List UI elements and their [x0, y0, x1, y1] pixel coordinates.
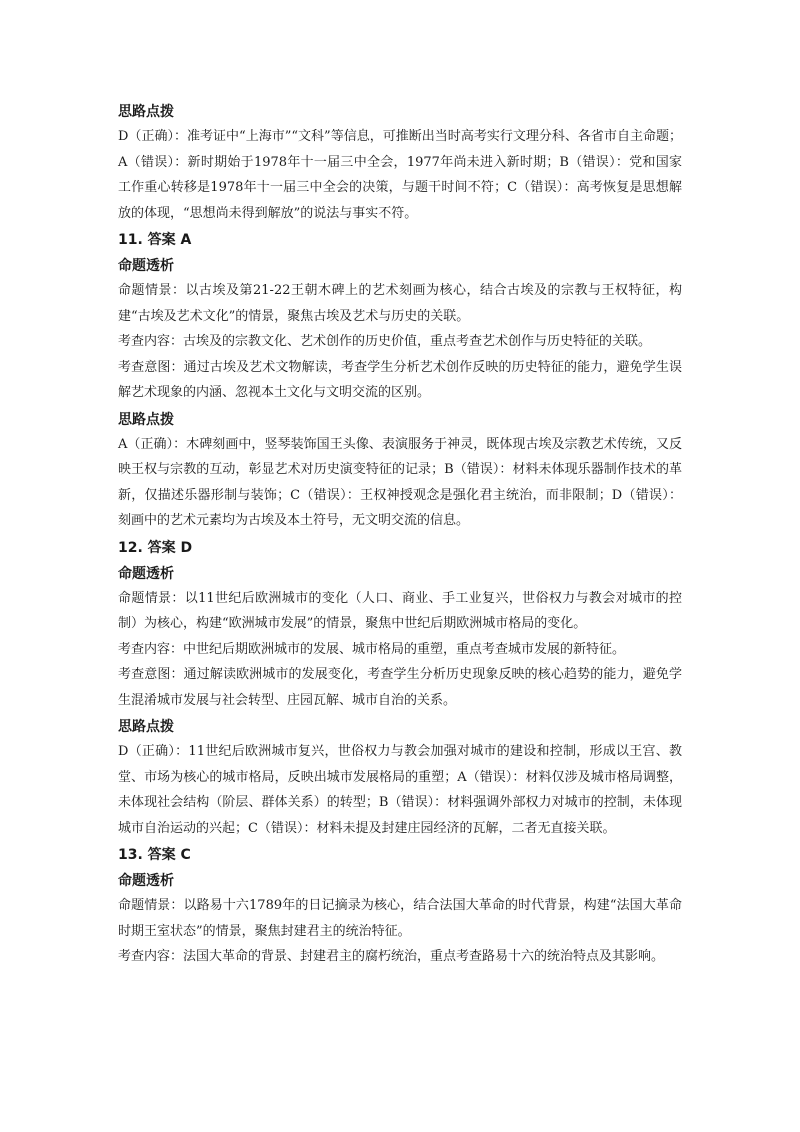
document-page — [118, 98, 682, 970]
heading-answer-11: 11. 答案 A — [118, 232, 192, 248]
heading-analysis-10: 思路点拨 — [118, 104, 174, 120]
heading-analysis-11: 思路点拨 — [118, 411, 174, 428]
analysis-11-text: A（正确）：木碑刻画中，竖琴装饰国王头像、表演服务于神灵，既体现古埃及宗教艺术传统，又反映王权与宗教的互动，彰显艺术对历史演变特征的记录；B（错误）：材料未体现乐器制作技术的革新，仅描述乐器形制与装饰；C（错误）：王权神授观念是强化君主统治，而非限制；D（错误）：刻画中的艺术元素均为古埃及本土符号，无文明交流的信息。 — [118, 436, 682, 528]
analysis-10-text: D（正确）：准考证中“上海市”“文科”等信息，可推断出当时高考实行文理分科、各省市自主命题；A（错误）：新时期始于1978年十一届三中全会，1977年尚未进入新时期；B（错误）：党和国家工作重心转移是1978年十一届三中全会的决策，与题干时间不符；C（错误）：高考恢复是思想解放的体现，“思想尚未得到解放”的说法与事实不符。 — [118, 129, 682, 221]
heading-insight-12: 命题透析 — [118, 565, 174, 582]
heading-insight-11: 命题透析 — [118, 258, 174, 274]
heading-analysis-12: 思路点拨 — [118, 719, 174, 735]
content-11: 考查内容：古埃及的宗教文化、艺术创作的历史价值，重点考查艺术创作与历史特征的关联。 — [118, 334, 652, 349]
content-12: 考查内容：中世纪后期欧洲城市的发展、城市格局的重塑，重点考查城市发展的新特征。 — [118, 641, 626, 657]
analysis-12-text: D（正确）：11世纪后欧洲城市复兴，世俗权力与教会加强对城市的建设和控制，形成以王宫、教堂、市场为核心的城市格局，反映出城市发展格局的重塑；A（错误）：材料仅涉及城市格局调整，未体现社会结构（阶层、群体关系）的转型；B（错误）：材料强调外部权力对城市的控制，未体现城市自治运动的兴起；C（错误）：材料未提及封建庄园经济的瓦解，二者无直接关联。 — [118, 744, 682, 836]
context-13: 命题情景：以路易十六1789年的日记摘录为核心，结合法国大革命的时代背景，构建“法国大革命时期王室状态”的情景，聚焦封建君主的统治特征。 — [118, 898, 682, 939]
context-11: 命题情景：以古埃及第21-22王朝木碑上的艺术刻画为核心，结合古埃及的宗教与王权特征，构建“古埃及艺术文化”的情景，聚焦古埃及艺术与历史的关联。 — [118, 283, 682, 324]
context-12: 命题情景：以11世纪后欧洲城市的变化（人口、商业、手工业复兴，世俗权力与教会对城市的控制）为核心，构建“欧洲城市发展”的情景，聚焦中世纪后期欧洲城市格局的变化。 — [118, 590, 682, 631]
intent-11: 考查意图：通过古埃及艺术文物解读，考查学生分析艺术创作反映的历史特征的能力，避免学生误解艺术现象的内涵、忽视本土文化与文明交流的区别。 — [118, 359, 682, 400]
heading-answer-12: 12. 答案 D — [118, 539, 193, 556]
intent-12: 考查意图：通过解读欧洲城市的发展变化，考查学生分析历史现象反映的核心趋势的能力，避免学生混淆城市发展与社会转型、庄园瓦解、城市自治的关系。 — [118, 667, 682, 708]
heading-insight-13: 命题透析 — [118, 873, 174, 889]
heading-answer-13: 13. 答案 C — [118, 847, 191, 863]
content-13: 考查内容：法国大革命的背景、封建君主的腐朽统治，重点考查路易十六的统治特点及其影响。 — [118, 949, 665, 964]
